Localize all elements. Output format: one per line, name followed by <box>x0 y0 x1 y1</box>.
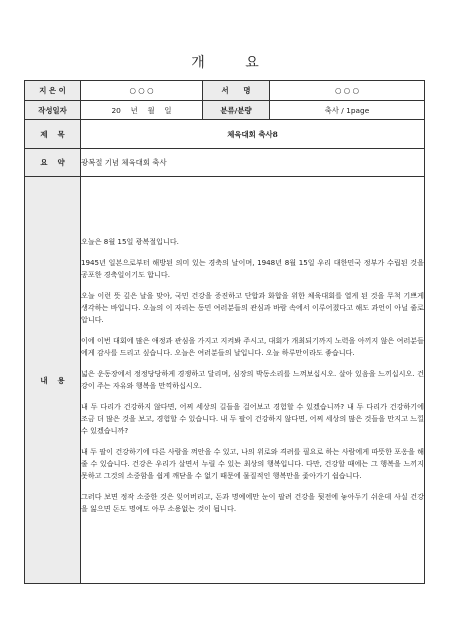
overview-form-table <box>24 80 425 584</box>
category-value[interactable]: 축사 / 1page <box>270 101 425 120</box>
signature-value[interactable]: ○ ○ ○ <box>270 81 425 101</box>
content-paragraph: 넓은 운동장에서 정정당당하게 경쟁하고 달리며, 심장의 박동소리를 느껴보십시오. 살아 있음을 느끼십시오. 건강이 주는 자유와 행복을 만끽하십시오. <box>81 369 424 390</box>
content-paragraph: 오늘은 8월 15일 광복절입니다. <box>81 237 179 246</box>
content-paragraph: 1945년 일본으로부터 해방된 의미 있는 경축의 날이며, 1948년 8월 15일 우리 대한민국 정부가 수립된 것을 공포한 경축일이기도 합니다. <box>81 258 424 279</box>
category-label: 분류/분량 <box>203 101 270 120</box>
content-paragraph: 이에 이번 대회에 많은 애정과 관심을 가지고 지켜봐 주시고, 대회가 개최되기까지 노력을 아끼지 않은 여러분들에게 감사를 드리고 싶습니다. 오늘은 여러분들의 날입니다. 오늘 하루만이라도 좋습니다. <box>81 336 424 357</box>
content-paragraph: 그러다 보면 정작 소중한 것은 잊어버리고, 돈과 명예에만 눈이 팔려 건강을 뒷전에 놓아두기 쉬운데 사실 건강을 잃으면 돈도 명예도 아무 소용없는 것이 됩니다. <box>81 492 424 513</box>
signature-label: 서 명 <box>203 81 270 101</box>
row-subject <box>25 120 425 149</box>
content-paragraph: 내 두 다리가 건강하지 않다면, 어찌 세상의 길들을 걸어보고 경험할 수 있겠습니까? 내 두 다리가 건강하기에 조금 더 많은 것을 보고, 경험할 수 있습니다. 내 두 팔이 건강하지 않다면, 어찌 세상의 많은 것들을 만지고 느낄 수 있겠습니까? <box>81 402 425 435</box>
author-value[interactable]: ○ ○ ○ <box>81 81 203 101</box>
row-content <box>25 177 425 584</box>
row-author <box>25 81 425 101</box>
author-label: 지 은 이 <box>25 81 81 101</box>
subject-value[interactable]: 체육대회 축사8 <box>81 120 425 149</box>
content-body[interactable] <box>81 177 425 584</box>
subject-label: 제 목 <box>25 120 81 149</box>
date-label: 작성일자 <box>25 101 81 120</box>
content-label: 내 용 <box>25 177 81 584</box>
summary-label: 요 약 <box>25 149 81 177</box>
row-date <box>25 101 425 120</box>
date-value[interactable]: 20 년 월 일 <box>81 101 203 120</box>
summary-value[interactable]: 광복절 기념 체육대회 축사 <box>81 149 425 177</box>
row-summary <box>25 149 425 177</box>
content-paragraph: 내 두 팔이 건강하기에 다른 사람을 껴안을 수 있고, 나의 위로와 격려를 필요로 하는 사람에게 따뜻한 포옹을 해줄 수 있습니다. 건강은 우리가 살면서 누릴 수 있는 최상의 행복입니다. 다만, 건강할 때에는 그 행복을 느끼지 못하고 그것의 소중함을 쉽게 깨닫을 수 없기 때문에 물질적인 행복만을 좇아가기 쉽습니다. <box>81 447 424 480</box>
document-heading: 개 요 <box>191 55 277 71</box>
content-paragraph: 오늘 이런 뜻 깊은 날을 맞아, 국민 건강을 증진하고 단합과 화합을 위한 체육대회를 열게 된 것을 무척 기쁘게 생각하는 바입니다. 오늘의 이 자리는 동민 여러분들의 관심과 바람 속에서 이루어졌다고 해도 과언이 아닐 줄로 압니다. <box>81 291 424 324</box>
